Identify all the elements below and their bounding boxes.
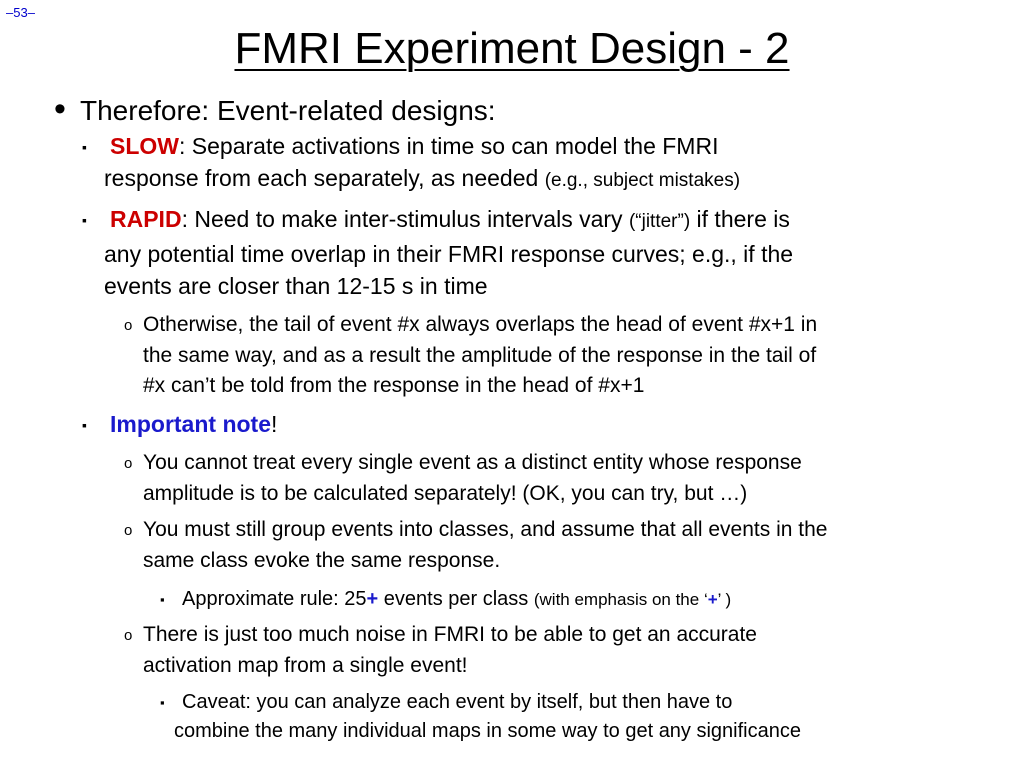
slow-text: : Separate activations in time so can model the FMRI xyxy=(179,133,719,159)
square-bullet-icon: ▪ xyxy=(82,212,87,228)
circle-bullet-icon: o xyxy=(124,317,133,334)
bullet-important-sub-3 xyxy=(124,620,757,681)
rapid-line-2: any potential time overlap in their FMRI response curves; e.g., if the xyxy=(104,241,794,267)
slow-label: SLOW xyxy=(110,133,179,159)
circle-bullet-icon: o xyxy=(124,522,133,539)
bullet-important-sub-2 xyxy=(124,515,828,576)
rapid-sub-line-1: Otherwise, the tail of event #x always overlaps the head of event #x+1 in xyxy=(143,313,818,336)
rule-note: (with emphasis on the ‘ xyxy=(533,590,708,609)
rule-text: Approximate rule: 25 xyxy=(182,588,367,610)
bullet-important xyxy=(82,408,278,440)
important-sub-1-line-2: amplitude is to be calculated separately! (OK, you can try, but …) xyxy=(143,481,748,505)
rule-plus: + xyxy=(366,588,379,610)
bullet-dot-icon: • xyxy=(54,90,66,128)
rapid-sub-line-2: the same way, and as a result the amplitude of the response in the tail of xyxy=(143,343,817,367)
important-sub-3-line-1: There is just too much noise in FMRI to be able to get an accurate xyxy=(143,623,757,646)
square-bullet-icon: ▪ xyxy=(82,417,87,433)
rule-note-end: ’ ) xyxy=(717,590,732,609)
rule-note-plus: + xyxy=(707,590,718,609)
slow-text-2: response from each separately, as needed xyxy=(104,165,545,191)
slide-title-text: FMRI Experiment Design - 2 xyxy=(234,24,790,73)
square-bullet-icon: ▪ xyxy=(160,695,165,710)
rapid-jitter: (“jitter”) xyxy=(628,211,691,232)
bullet-rapid xyxy=(82,203,794,302)
bullet-rapid-sub xyxy=(124,310,818,402)
bullet-important-sub-1 xyxy=(124,448,802,509)
important-exclaim: ! xyxy=(271,411,278,437)
slow-note: (e.g., subject mistakes) xyxy=(544,170,741,191)
bullet-rule xyxy=(160,585,732,614)
bullet-caveat xyxy=(160,688,801,746)
important-label: Important note xyxy=(110,411,271,437)
bullet-main xyxy=(54,90,496,128)
rule-text-2: events per class xyxy=(378,588,534,610)
important-sub-2-line-2: same class evoke the same response. xyxy=(143,548,501,572)
rapid-sub-line-3: #x can’t be told from the response in the head of #x+1 xyxy=(143,374,645,397)
square-bullet-icon: ▪ xyxy=(82,139,87,155)
rapid-label: RAPID xyxy=(110,206,182,232)
caveat-line-2: combine the many individual maps in some way to get any significance xyxy=(174,720,801,742)
circle-bullet-icon: o xyxy=(124,627,133,644)
important-sub-3-line-2: activation map from a single event! xyxy=(143,653,468,677)
rapid-line-3: events are closer than 12-15 s in time xyxy=(104,273,488,299)
bullet-main-text: Therefore: Event-related designs: xyxy=(80,95,496,126)
bullet-slow xyxy=(82,130,741,197)
page-number: –53– xyxy=(6,5,35,20)
circle-bullet-icon: o xyxy=(124,455,133,472)
caveat-line-1: Caveat: you can analyze each event by itself, but then have to xyxy=(182,691,733,713)
important-sub-2-line-1: You must still group events into classes, and assume that all events in the xyxy=(143,518,828,541)
important-sub-1-line-1: You cannot treat every single event as a distinct entity whose response xyxy=(143,451,802,474)
rapid-text-after: if there is xyxy=(690,206,790,232)
rapid-text: : Need to make inter-stimulus intervals vary xyxy=(181,206,629,232)
slide-title xyxy=(0,22,1024,76)
square-bullet-icon: ▪ xyxy=(160,592,165,607)
